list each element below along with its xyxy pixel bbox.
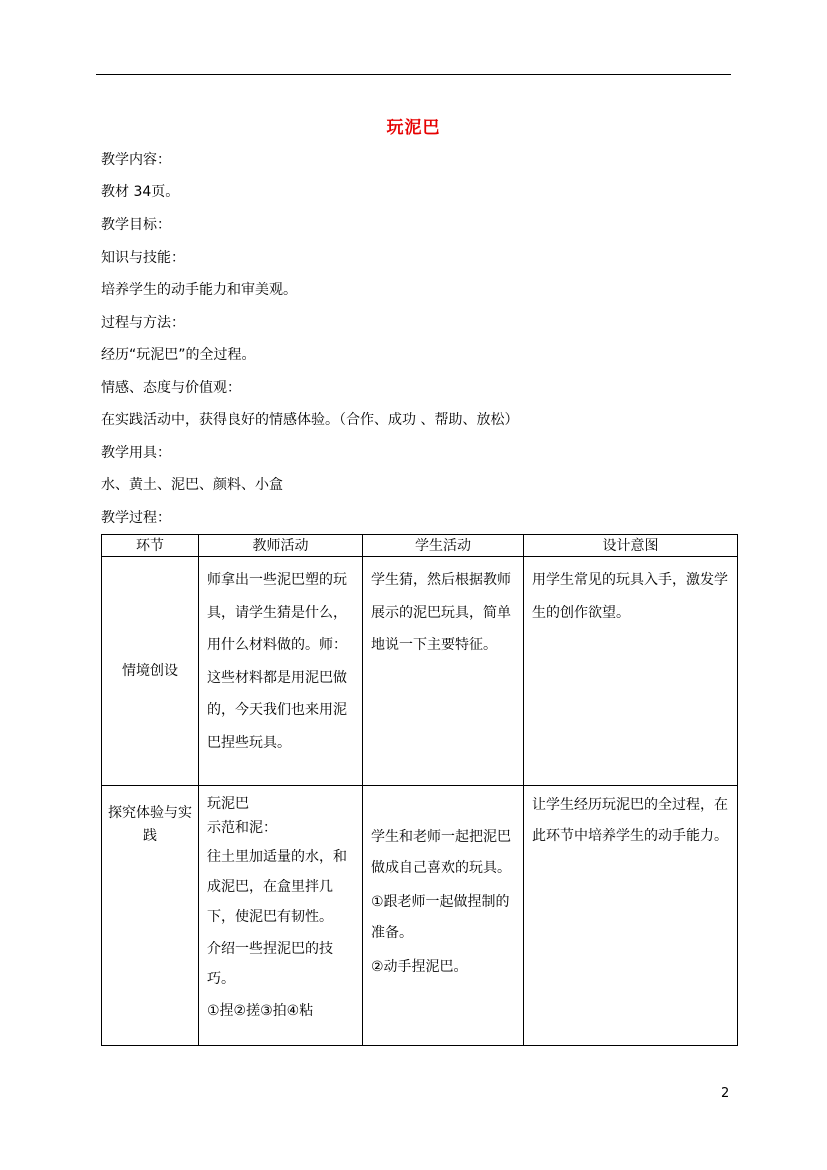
page-number: 2: [721, 1086, 730, 1101]
header-intent: 设计意图: [524, 535, 738, 557]
intent-cell: [524, 557, 738, 786]
text-line: 在实践活动中，获得良好的情感体验。（合作、成功 、帮助、放松）: [101, 412, 519, 428]
text-line: 经历“玩泥巴”的全过程。: [101, 347, 256, 363]
text-line: 教学内容：: [101, 152, 171, 168]
text-line: 教材 34页。: [101, 184, 180, 200]
table-header-row: [102, 535, 738, 557]
student-activity: 学生猜，然后根据教师展示的泥巴玩具，简单地说一下主要特征。: [371, 572, 511, 653]
table-row: [102, 557, 738, 786]
text-line: 水、黄土、泥巴、颜料、小盒: [101, 477, 283, 493]
table-row: [102, 786, 738, 1046]
stage-cell: 情境创设: [102, 557, 199, 786]
text-line: 教学过程：: [101, 510, 171, 526]
header-rule: [96, 74, 731, 75]
student-line: ①跟老师一起做捏制的准备。: [371, 894, 510, 941]
text-line: 情感、态度与价值观：: [101, 380, 241, 396]
teacher-line: 介绍一些捏泥巴的技巧。: [207, 941, 333, 987]
student-cell: [363, 557, 524, 786]
teacher-cell: [199, 786, 363, 1046]
text-line: 知识与技能：: [101, 250, 185, 266]
teacher-line: 玩泥巴: [207, 796, 249, 812]
header-student: 学生活动: [363, 535, 524, 557]
teacher-line: 往土里加适量的水，和成泥巴，在盒里拌几下，使泥巴有韧性。: [207, 849, 347, 925]
stage-cell: [102, 786, 199, 1046]
text-line: 过程与方法：: [101, 315, 185, 331]
header-teacher: 教师活动: [199, 535, 363, 557]
document-title: 玩泥巴: [386, 118, 441, 138]
teacher-cell: [199, 557, 363, 786]
student-line: 学生和老师一起把泥巴做成自己喜欢的玩具。: [371, 829, 511, 876]
teacher-line: 示范和泥：: [207, 820, 277, 836]
design-intent: 让学生经历玩泥巴的全过程，在此环节中培养学生的动手能力。: [532, 797, 728, 844]
teacher-line: ①捏②搓③拍④粘: [207, 1003, 314, 1019]
student-cell: [363, 786, 524, 1046]
stage-label: 探究体验与实践: [108, 805, 192, 844]
text-line: 培养学生的动手能力和审美观。: [101, 282, 297, 298]
text-line: 教学用具：: [101, 445, 171, 461]
student-line: ②动手捏泥巴。: [371, 959, 468, 975]
process-table: [101, 534, 738, 1046]
intent-cell: [524, 786, 738, 1046]
header-stage: 环节: [102, 535, 199, 557]
design-intent: 用学生常见的玩具入手，激发学生的创作欲望。: [532, 572, 728, 621]
text-line: 教学目标：: [101, 217, 171, 233]
teacher-activity: 师拿出一些泥巴塑的玩具，请学生猜是什么，用什么材料做的。师：这些材料都是用泥巴做的，今天我们也来用泥巴捏些玩具。: [207, 572, 347, 751]
